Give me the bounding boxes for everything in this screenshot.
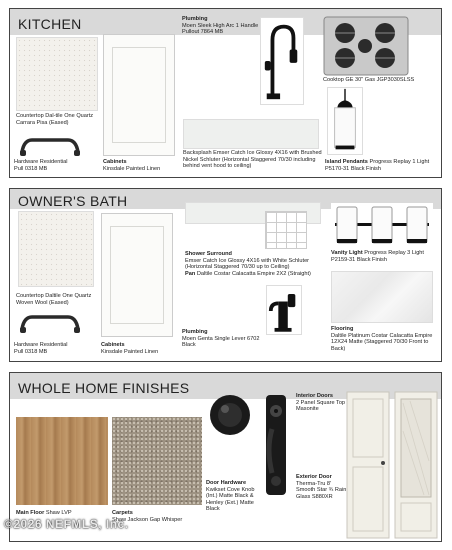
kitchen-title: KITCHEN (18, 16, 82, 32)
exterior-door-icon (394, 391, 438, 539)
kitchen-backsplash-label: Backsplash Emser Catch Ice Glossy 4X16 with Brushed Nickel Schluter (Horizontal Staggered 70/30 including behind vent hood to ceiling) (183, 150, 322, 170)
bath-flooring-swatch (331, 271, 433, 323)
bath-countertop-label: Countertop Daltile One Quartz Woven Wool (Eased) (16, 293, 92, 306)
bath-faucet-icon (266, 285, 302, 335)
gas-cooktop-icon (323, 16, 409, 76)
cabinet-pull-icon (18, 134, 82, 160)
bath-flooring-label: Flooring Daltile Platinum Costar Calacatta Empire 12X24 Matte (Staggered 70/30 Front to Back) (331, 326, 433, 352)
whole-home-title: WHOLE HOME FINISHES (18, 380, 190, 396)
carpets-label: Carpets Shaw Jackson Gap Whisper (112, 510, 183, 523)
carpet-swatch (112, 417, 202, 505)
bath-plumbing-label: Plumbing Moen Genta Single Lever 6702 Black (182, 329, 260, 349)
exterior-door-label: Exterior Door Therma-Tru 8' Smooth Star ¾ Rain Glass S880XR (296, 474, 347, 500)
bath-cabinet-pull-icon (18, 311, 82, 337)
kitchen-cooktop-label: Cooktop GE 30" Gas JGP3030SLSS (323, 77, 415, 83)
kitchen-backsplash-swatch (183, 119, 319, 149)
bath-pan-swatch (265, 211, 307, 249)
copyright-watermark: ©2026 NEFMLS, Inc. (4, 517, 129, 531)
kitchen-pendants-label: Island Pendants Progress Replay 1 Light P5170-31 Black Finish (325, 159, 430, 172)
entry-handleset-icon (262, 393, 290, 497)
interior-door-icon (346, 391, 390, 539)
owners-bath-panel (9, 188, 442, 362)
door-knob-icon (208, 393, 252, 437)
kitchen-plumbing-label: Plumbing Moen Sleek High Arc 1 Handle Pullout 7864 MB (182, 16, 259, 36)
kitchen-cabinet-swatch (103, 34, 175, 156)
main-floor-swatch (16, 417, 108, 505)
kitchen-hardware-label: Hardware Residential Pull 0318 MB (14, 159, 68, 172)
bath-countertop-swatch (18, 211, 94, 287)
door-hardware-label: Door Hardware Kwikset Cove Knob (Int.) Matte Black & Henley (Ext.) Matte Black (206, 480, 255, 513)
kitchen-panel (9, 8, 442, 178)
bath-vanity-label: Vanity Light Progress Replay 3 Light P2159-31 Black Finish (331, 250, 424, 263)
vanity-light-icon (331, 203, 433, 247)
kitchen-faucet-icon (260, 17, 304, 105)
bath-shower-label: Shower Surround Emser Catch Ice Glossy 4X16 with White Schluter (Horizontal Staggered 70/30 up to Ceiling) Pan Daltile Costar Calacatta Empire 2X2 (Straight) (185, 251, 311, 277)
kitchen-countertop-label: Countertop Dal-tile One Quartz Carrara Pisa (Eased) (16, 113, 94, 126)
interior-doors-label: Interior Doors 2 Panel Square Top Masonite (296, 393, 346, 413)
bath-hardware-label: Hardware Residential Pull 0318 MB (14, 342, 68, 355)
main-floor-label: Main Floor Shaw LVP (16, 510, 72, 516)
bath-cabinets-label: Cabinets Kinsdale Painted Linen (101, 342, 159, 355)
pendant-light-icon (327, 87, 363, 155)
kitchen-cabinets-label: Cabinets Kinsdale Painted Linen (103, 159, 161, 172)
kitchen-countertop-swatch (16, 37, 98, 111)
bath-cabinet-swatch (101, 213, 173, 337)
bath-title: OWNER'S BATH (18, 193, 128, 209)
